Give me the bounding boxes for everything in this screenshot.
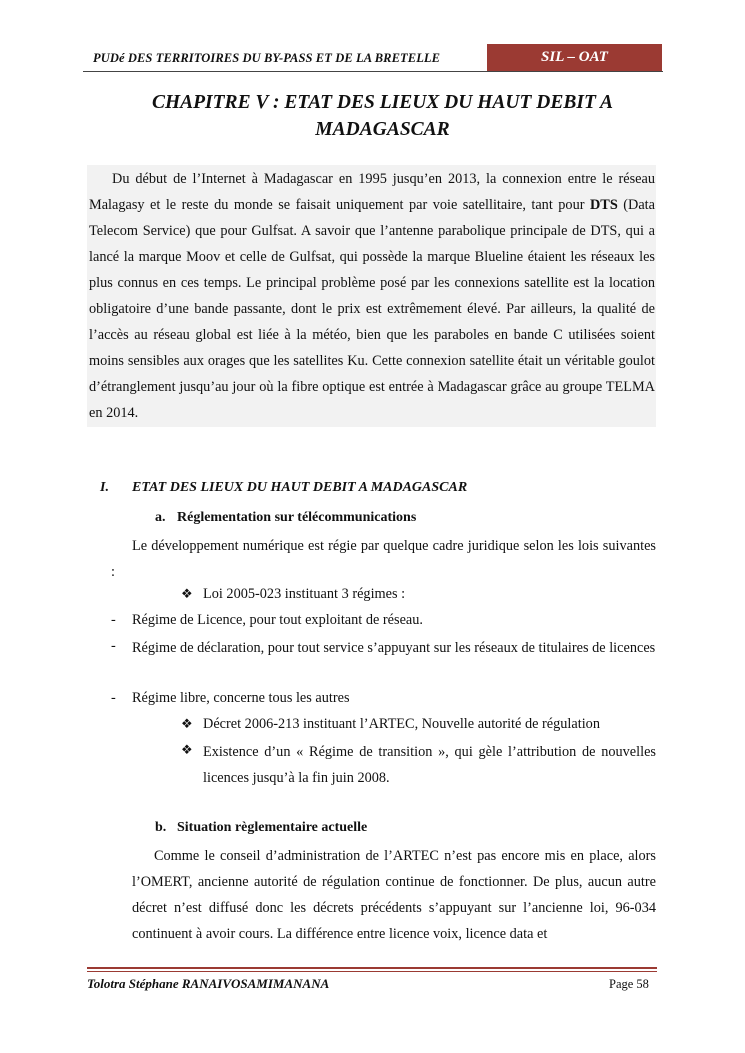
header-divider bbox=[83, 71, 663, 72]
chapter-title-line2: MADAGASCAR bbox=[315, 119, 450, 140]
diamond-bullet-icon: ❖ bbox=[181, 742, 193, 757]
dash-marker: - bbox=[111, 612, 116, 628]
bullet-item-loi bbox=[181, 586, 405, 603]
running-header: PUDé DES TERRITOIRES DU BY-PASS ET DE LA BRETELLE bbox=[93, 51, 441, 65]
subsection-b-title: Situation règlementaire actuelle bbox=[177, 820, 368, 835]
subsection-a-paragraph: Le développement numérique est régie par quelque cadre juridique selon les lois suivantes : bbox=[111, 538, 656, 580]
subsection-b-heading bbox=[155, 820, 367, 836]
chapter-title-line1: CHAPITRE V : ETAT DES LIEUX DU HAUT DEBIT A bbox=[151, 92, 614, 113]
dash-marker: - bbox=[111, 690, 116, 706]
section-number: I. bbox=[100, 480, 109, 495]
intro-paragraph bbox=[89, 166, 655, 426]
dash-item-licence: Régime de Licence, pour tout exploitant de réseau. bbox=[132, 612, 423, 628]
dash-item-declaration: Régime de déclaration, pour tout service s’appuyant sur les réseaux de titulaires de licences bbox=[132, 640, 656, 656]
page-number: Page 58 bbox=[609, 977, 649, 991]
bullet-item-loi-text: Loi 2005-023 instituant 3 régimes : bbox=[203, 586, 406, 602]
footer-divider-thin bbox=[87, 971, 657, 972]
subsection-a-title: Réglementation sur télécommunications bbox=[177, 510, 417, 525]
dash-item-libre: Régime libre, concerne tous les autres bbox=[132, 690, 350, 706]
section-title: ETAT DES LIEUX DU HAUT DEBIT A MADAGASCAR bbox=[132, 480, 468, 495]
subsection-a-number: a. bbox=[155, 510, 166, 525]
intro-text-start: Du début de l’Internet à Madagascar en 1995 jusqu’en 2013, la connexion entre le réseau Malagasy et le reste du monde se faisait uniquement par voie satellitaire, tant pour bbox=[89, 171, 655, 213]
footer-divider-thick bbox=[87, 967, 657, 969]
bullet-item-decret bbox=[181, 716, 600, 733]
chapter-title bbox=[110, 89, 655, 143]
header-badge: SIL – OAT bbox=[487, 44, 662, 71]
subsection-a-heading bbox=[155, 510, 416, 526]
subsection-b-paragraph: Comme le conseil d’administration de l’ARTEC n’est pas encore mis en place, alors l’OMERT, ancienne autorité de régulation continue de fonctionner. De plus, aucun autre décret n’est diffusé donc les décrets précédents s’appuyant sur l’ancienne loi, 96-034 continuent à avoir cours. La différence entre licence voix, licence data et bbox=[132, 848, 656, 942]
diamond-bullet-icon: ❖ bbox=[181, 586, 193, 601]
bullet-item-transition-text: Existence d’un « Régime de transition », qui gèle l’attribution de nouvelles licences jusqu’à la fin juin 2008. bbox=[203, 744, 656, 786]
footer-author: Tolotra Stéphane RANAIVOSAMIMANANA bbox=[87, 976, 330, 991]
bullet-item-transition-marker bbox=[181, 742, 203, 759]
section-heading bbox=[100, 480, 467, 496]
intro-text-end: (Data Telecom Service) que pour Gulfsat. A savoir que l’antenne parabolique principale de DTS, qui a lancé la marque Moov et celle de Gulfsat, qui possède la marque Blueline étaient les réseaux les plus connus en ces temps. Le principal problème posé par les connexions satellite est la location obligatoire d’une bande passante, dont le prix est extrêmement élevé. Par ailleurs, la qualité de l’accès au réseau global est liée à la météo, bien que les paraboles en bande C utilisées soient moins sensibles aux orages que les satellites Ku. Cette connexion satellite était un véritable goulot d’étranglement jusqu’au jour où la fibre optique est entrée à Madagascar grâce au groupe TELMA en 2014. bbox=[89, 197, 655, 421]
diamond-bullet-icon: ❖ bbox=[181, 716, 193, 731]
subsection-b-number: b. bbox=[155, 820, 167, 835]
dash-marker: - bbox=[111, 638, 116, 654]
intro-bold-dts: DTS bbox=[589, 197, 618, 213]
bullet-item-decret-text: Décret 2006-213 instituant l’ARTEC, Nouvelle autorité de régulation bbox=[203, 716, 600, 732]
